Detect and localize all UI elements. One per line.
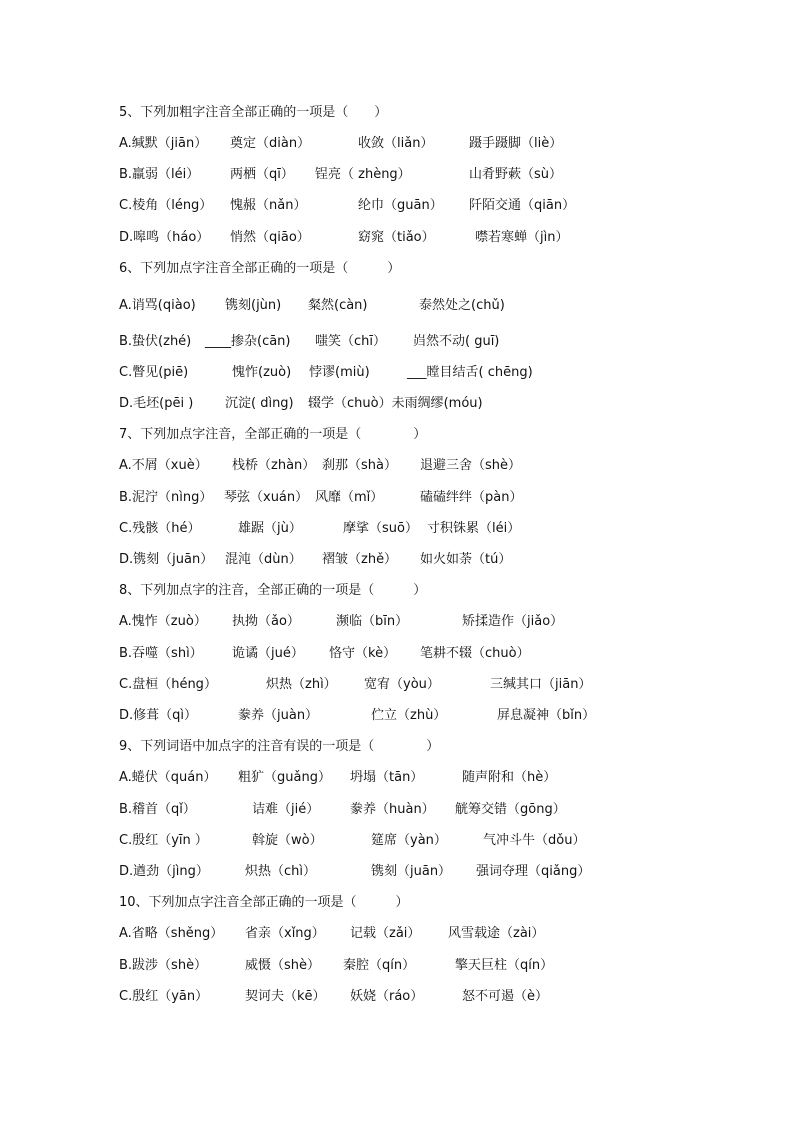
option-item: 混沌（dùn） [225, 552, 302, 567]
option-item: A.省略（shěng） [119, 926, 224, 941]
option-item: 摩挲（suō） [343, 521, 418, 536]
option-item: 山肴野蔌（sù） [469, 167, 563, 182]
option-item: 筵席（yàn） [371, 833, 447, 848]
option-item: 琴弦（xuán） [224, 490, 309, 505]
option-item: 擎天巨柱（qín） [455, 958, 554, 973]
option-item: C.殷红（yān） [119, 989, 209, 1004]
option-item: 觥筹交错（gōng） [455, 802, 566, 817]
option-item: 豢养（huàn） [350, 802, 435, 817]
option-item: 镌刻(jùn) [225, 298, 282, 313]
option-item: 濒临（bīn） [336, 614, 409, 629]
option-item: C.殷红（yīn ） [119, 833, 208, 848]
option-item: D.修葺（qì） [119, 708, 198, 723]
option-item: 两栖（qī） [230, 167, 294, 182]
option-item: D.遒劲（jìng） [119, 864, 209, 879]
option-item: 纶巾（guān） [358, 198, 443, 213]
option-item: 岿然不动( guī) [413, 334, 500, 349]
option-item: 刹那（shà） [322, 458, 397, 473]
question-9-title: 9、下列词语中加点字的注音有误的一项是（ ） [119, 739, 440, 754]
option-item: 粲然(càn) [308, 298, 368, 313]
option-item: 窈窕（tiǎo） [358, 230, 435, 245]
option-item: 愧怍(zuò) [232, 365, 292, 380]
option-item: 强词夺理（qiǎng） [476, 864, 591, 879]
option-item: 噤若寒蝉（jìn） [475, 230, 569, 245]
option-item: 嗤笑（chī） [315, 334, 386, 349]
question-10-title: 10、下列加点字注音全部正确的一项是（ ） [119, 895, 409, 910]
option-item: C.残骸（hé） [119, 521, 201, 536]
option-item: 辍学（chuò）未雨绸缪(móu) [308, 396, 483, 411]
option-item: 契诃夫（kē） [245, 989, 326, 1004]
option-item: ____掺杂(cān) [205, 334, 291, 349]
option-item: 坍塌（tān） [350, 770, 424, 785]
option-item: A.蜷伏（quán） [119, 770, 217, 785]
option-item: 奠定（diàn） [230, 136, 311, 151]
option-item: 随声附和（hè） [462, 770, 557, 785]
option-item: 宽宥（yòu） [364, 677, 440, 692]
option-item: C.瞥见(piē) [119, 365, 189, 380]
question-7-title: 7、下列加点字注音，全部正确的一项是（ ） [119, 427, 427, 442]
question-6-title: 6、下列加点字注音全部正确的一项是（ ） [119, 261, 401, 276]
option-item: A.愧怍（zuò） [119, 614, 207, 629]
option-item: 泰然处之(chǔ) [419, 298, 505, 313]
option-item: B.吞噬（shì） [119, 646, 203, 661]
option-item: 执拗（ǎo） [232, 614, 300, 629]
option-item: 阡陌交通（qiān） [469, 198, 576, 213]
option-item: D.毛坯(pēi ) [119, 396, 194, 411]
option-item: 炽热（chì） [245, 864, 316, 879]
option-item: 诡谲（jué） [232, 646, 304, 661]
option-item: 炽热（zhì） [266, 677, 337, 692]
option-item: 记载（zǎi） [350, 926, 421, 941]
option-item: B.跋涉（shè） [119, 958, 208, 973]
question-8-title: 8、下列加点字的注音，全部正确的一项是（ ） [119, 583, 427, 598]
option-item: 磕磕绊绊（pàn） [420, 490, 523, 505]
option-item: B.泥泞（nìng） [119, 490, 213, 505]
option-item: 怒不可遏（è） [462, 989, 548, 1004]
option-item: A.诮骂(qiào) [119, 298, 196, 313]
option-item: 蹑手蹑脚（liè） [469, 136, 563, 151]
option-item: 斡旋（wò） [252, 833, 323, 848]
option-item: 笔耕不辍（chuò） [420, 646, 530, 661]
option-item: 锃亮（ zhèng） [315, 167, 411, 182]
option-item: 风靡（mǐ） [315, 490, 384, 505]
option-item: D.镌刻（juān） [119, 552, 214, 567]
option-item: 三缄其口（jiān） [490, 677, 592, 692]
option-item: 如火如荼（tú） [420, 552, 512, 567]
option-item: 豢养（juàn） [238, 708, 319, 723]
option-item: 气冲斗牛（dǒu） [483, 833, 586, 848]
option-item: 收敛（liǎn） [358, 136, 434, 151]
option-item: 悄然（qiāo） [230, 230, 310, 245]
option-item: 退避三舍（shè） [420, 458, 522, 473]
option-item: B.羸弱（léi） [119, 167, 200, 182]
option-item: 雄踞（jù） [238, 521, 302, 536]
option-item: D.嗥鸣（háo） [119, 230, 210, 245]
question-5-title: 5、下列加粗字注音全部正确的一项是（ ） [119, 105, 388, 120]
option-item: 寸积铢累（léi） [427, 521, 521, 536]
option-item: B.稽首（qǐ） [119, 802, 196, 817]
option-item: 褶皱（zhě） [322, 552, 398, 567]
option-item: 镌刻（juān） [371, 864, 452, 879]
option-item: 屏息凝神（bǐn） [497, 708, 596, 723]
option-item: 栈桥（zhàn） [232, 458, 316, 473]
option-item: 妖娆（ráo） [350, 989, 424, 1004]
option-item: ___瞠目结舌( chēng) [407, 365, 533, 380]
option-item: C.盘桓（héng） [119, 677, 217, 692]
option-item: 沉淀( dìng) [225, 396, 294, 411]
option-item: 悖谬(miù) [309, 365, 370, 380]
option-item: 愧赧（nǎn） [230, 198, 307, 213]
option-item: 矫揉造作（jiǎo） [462, 614, 564, 629]
option-item: A.不屑（xuè） [119, 458, 208, 473]
option-item: 粗犷（guǎng） [238, 770, 331, 785]
option-item: 秦腔（qín） [343, 958, 416, 973]
option-item: 威慑（shè） [245, 958, 321, 973]
option-item: 伫立（zhù） [371, 708, 447, 723]
option-item: 恪守（kè） [329, 646, 397, 661]
option-item: 诘难（jié） [252, 802, 320, 817]
option-item: C.棱角（léng） [119, 198, 213, 213]
option-item: B.蛰伏(zhé) [119, 334, 192, 349]
option-item: A.缄默（jiān） [119, 136, 208, 151]
option-item: 风雪载途（zài） [448, 926, 545, 941]
option-item: 省亲（xǐng） [245, 926, 325, 941]
